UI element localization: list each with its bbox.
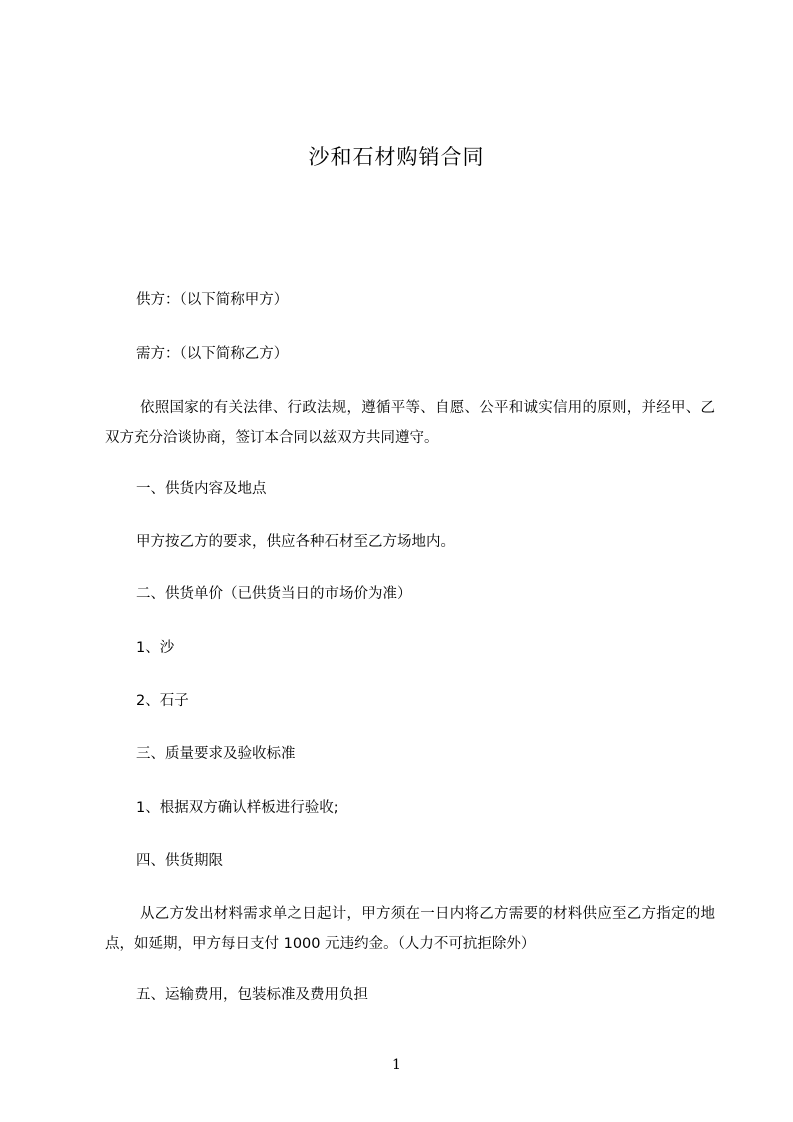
section-heading-5: 五、运输费用，包装标准及费用负担	[136, 987, 368, 1003]
section-heading-4: 四、供货期限	[136, 853, 223, 869]
section-heading-3: 三、质量要求及验收标准	[136, 746, 296, 762]
paragraph-supplier: 供方：（以下简称甲方）	[136, 292, 289, 308]
paragraph-supply-period: 从乙方发出材料需求单之日起计，甲方须在一日内将乙方需要的材料供应至乙方指定的地点，如延期，甲方每日支付 1000 元违约金。（人力不可抗拒除外）	[105, 906, 715, 952]
paragraph-buyer: 需方：（以下简称乙方）	[136, 346, 289, 362]
page-number: 1	[392, 1057, 401, 1073]
list-item-gravel: 2、石子	[136, 693, 189, 709]
document-title: 沙和石材购销合同	[308, 145, 485, 169]
paragraph-supply-content: 甲方按乙方的要求，供应各种石材至乙方场地内。	[136, 534, 455, 550]
section-heading-2: 二、供货单价（已供货当日的市场价为准）	[136, 586, 412, 602]
paragraph-preamble: 依照国家的有关法律、行政法规，遵循平等、自愿、公平和诚实信用的原则，并经甲、乙双方充分洽谈协商，签订本合同以兹双方共同遵守。	[105, 400, 715, 446]
section-heading-1: 一、供货内容及地点	[136, 481, 267, 497]
list-item-sand: 1、沙	[136, 640, 175, 656]
list-item-acceptance: 1、根据双方确认样板进行验收;	[136, 800, 339, 816]
